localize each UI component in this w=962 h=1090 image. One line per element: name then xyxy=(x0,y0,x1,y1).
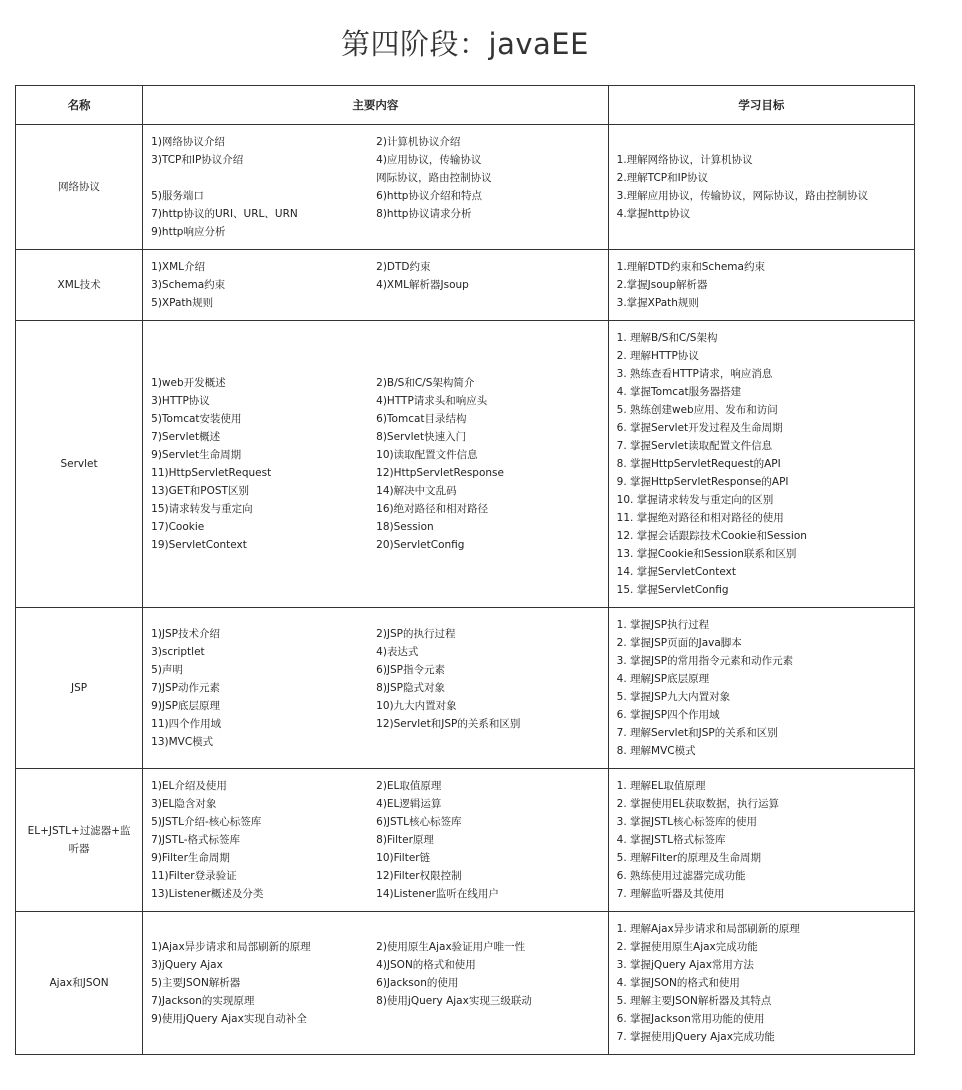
content-item: 11)四个作用域 xyxy=(151,718,222,730)
goals-cell xyxy=(608,912,914,1055)
curriculum-table xyxy=(15,85,915,1055)
content-item: 9)http响应分析 xyxy=(151,226,226,238)
goal-item: 1. 理解Ajax异步请求和局部刷新的原理 xyxy=(616,923,800,935)
goal-item: 1.理解网络协议，计算机协议 xyxy=(616,154,753,166)
goals-cell xyxy=(608,321,914,608)
content-item xyxy=(376,733,596,751)
content-item: 1)网络协议介绍 xyxy=(151,136,225,148)
page-title: 第四阶段：javaEE xyxy=(341,27,589,61)
content-list xyxy=(151,625,600,751)
content-item: 10)Filter链 xyxy=(376,852,431,864)
table-row xyxy=(16,912,915,1055)
goal-item: 4. 掌握JSON的格式和使用 xyxy=(616,977,740,989)
content-item: 5)声明 xyxy=(151,664,183,676)
content-list xyxy=(151,777,600,903)
goals-list xyxy=(617,616,906,760)
goals-list xyxy=(617,920,906,1046)
goal-item: 7. 掌握Servlet读取配置文件信息 xyxy=(616,440,773,452)
goal-item: 9. 掌握HttpServletResponse的API xyxy=(616,476,789,488)
goal-item: 6. 熟练使用过滤器完成功能 xyxy=(616,870,746,882)
content-item: 7)JSTL-格式标签库 xyxy=(151,834,241,846)
table-row xyxy=(16,608,915,769)
content-item: 9)JSP底层原理 xyxy=(151,700,221,712)
goal-item: 3. 掌握JSP的常用指令元素和动作元素 xyxy=(616,655,794,667)
content-list xyxy=(151,133,600,241)
content-item: 17)Cookie xyxy=(151,521,205,533)
content-item: 1)web开发概述 xyxy=(151,377,226,389)
goal-item: 2.理解TCP和IP协议 xyxy=(616,172,709,184)
goals-cell xyxy=(608,769,914,912)
content-item: 8)JSP隐式对象 xyxy=(376,682,446,694)
module-name: 网络协议 xyxy=(16,125,143,250)
table-header-row xyxy=(16,86,915,125)
content-item xyxy=(151,169,376,187)
content-item: 网际协议，路由控制协议 xyxy=(376,172,492,184)
goal-item: 2.掌握Jsoup解析器 xyxy=(616,279,708,291)
goal-item: 7. 理解监听器及其使用 xyxy=(616,888,725,900)
content-item: 4)应用协议，传输协议 xyxy=(376,154,482,166)
content-list xyxy=(151,258,600,312)
goal-item: 1. 掌握JSP执行过程 xyxy=(616,619,710,631)
goal-item: 11. 掌握绝对路径和相对路径的使用 xyxy=(616,512,784,524)
goal-item: 4.掌握http协议 xyxy=(616,208,691,220)
content-item: 20)ServletConfig xyxy=(376,539,465,551)
content-item: 8)使用jQuery Ajax实现三级联动 xyxy=(376,995,532,1007)
content-item: 8)Filter原理 xyxy=(376,834,434,846)
content-item: 2)计算机协议介绍 xyxy=(376,136,461,148)
goal-item: 6. 掌握JSP四个作用域 xyxy=(616,709,720,721)
goal-item: 8. 掌握HttpServletRequest的API xyxy=(616,458,781,470)
content-item: 19)ServletContext xyxy=(151,539,247,551)
content-item: 7)Servlet概述 xyxy=(151,431,221,443)
content-item: 2)EL取值原理 xyxy=(376,780,442,792)
content-cell xyxy=(143,250,609,321)
content-item: 3)TCP和IP协议介绍 xyxy=(151,154,244,166)
content-item: 4)表达式 xyxy=(376,646,419,658)
goal-item: 3. 掌握jQuery Ajax常用方法 xyxy=(616,959,754,971)
content-item: 7)Jackson的实现原理 xyxy=(151,995,255,1007)
table-row xyxy=(16,250,915,321)
content-item: 1)JSP技术介绍 xyxy=(151,628,221,640)
goal-item: 3.理解应用协议，传输协议，网际协议，路由控制协议 xyxy=(616,190,869,202)
content-item: 11)Filter登录验证 xyxy=(151,870,237,882)
content-item xyxy=(376,294,596,312)
goal-item: 15. 掌握ServletConfig xyxy=(616,584,729,596)
goal-item: 7. 理解Servlet和JSP的关系和区别 xyxy=(616,727,778,739)
goal-item: 3. 熟练查看HTTP请求，响应消息 xyxy=(616,368,773,380)
content-item: 6)JSP指令元素 xyxy=(376,664,446,676)
goal-item: 1. 理解B/S和C/S架构 xyxy=(616,332,718,344)
content-item: 3)HTTP协议 xyxy=(151,395,210,407)
content-item: 4)JSON的格式和使用 xyxy=(376,959,476,971)
goal-item: 1. 理解EL取值原理 xyxy=(616,780,706,792)
content-item: 12)HttpServletResponse xyxy=(376,467,504,479)
content-item: 5)服务端口 xyxy=(151,190,204,202)
content-item: 7)http协议的URI、URL、URN xyxy=(151,208,298,220)
content-item: 5)XPath规则 xyxy=(151,297,214,309)
content-item: 14)解决中文乱码 xyxy=(376,485,457,497)
content-item xyxy=(376,223,596,241)
content-cell xyxy=(143,321,609,608)
content-item: 16)绝对路径和相对路径 xyxy=(376,503,489,515)
goal-item: 5. 熟练创建web应用、发布和访问 xyxy=(616,404,778,416)
content-item: 2)使用原生Ajax验证用户唯一性 xyxy=(376,941,526,953)
content-item: 3)Schema约束 xyxy=(151,279,226,291)
content-item: 14)Listener监听在线用户 xyxy=(376,888,499,900)
header-name: 名称 xyxy=(16,86,143,125)
content-item: 3)jQuery Ajax xyxy=(151,959,223,971)
content-cell xyxy=(143,912,609,1055)
goal-item: 8. 理解MVC模式 xyxy=(616,745,696,757)
content-item: 2)DTD约束 xyxy=(376,261,431,273)
content-item: 6)http协议介绍和特点 xyxy=(376,190,482,202)
table-row xyxy=(16,125,915,250)
content-item: 6)Jackson的使用 xyxy=(376,977,459,989)
content-cell xyxy=(143,769,609,912)
header-goals: 学习目标 xyxy=(608,86,914,125)
content-item: 6)Tomcat目录结构 xyxy=(376,413,467,425)
goal-item: 3. 掌握JSTL核心标签库的使用 xyxy=(616,816,758,828)
content-item: 12)Filter权限控制 xyxy=(376,870,462,882)
goal-item: 1.理解DTD约束和Schema约束 xyxy=(616,261,765,273)
goal-item: 6. 掌握Servlet开发过程及生命周期 xyxy=(616,422,783,434)
goals-list xyxy=(617,258,906,312)
module-name: XML技术 xyxy=(16,250,143,321)
content-item: 1)EL介绍及使用 xyxy=(151,780,227,792)
content-item: 8)Servlet快速入门 xyxy=(376,431,467,443)
content-item: 7)JSP动作元素 xyxy=(151,682,221,694)
goals-list xyxy=(617,151,906,223)
content-item: 13)Listener概述及分类 xyxy=(151,888,264,900)
goal-item: 14. 掌握ServletContext xyxy=(616,566,736,578)
content-item: 9)Filter生命周期 xyxy=(151,852,230,864)
content-item: 4)EL逻辑运算 xyxy=(376,798,442,810)
content-item: 2)JSP的执行过程 xyxy=(376,628,456,640)
content-item: 4)XML解析器Jsoup xyxy=(376,279,469,291)
content-list xyxy=(151,938,600,1028)
goal-item: 4. 掌握Tomcat服务器搭建 xyxy=(616,386,742,398)
goal-item: 2. 掌握使用原生Ajax完成功能 xyxy=(616,941,758,953)
goal-item: 5. 理解Filter的原理及生命周期 xyxy=(616,852,762,864)
goal-item: 2. 掌握JSP页面的Java脚本 xyxy=(616,637,742,649)
goal-item: 2. 理解HTTP协议 xyxy=(616,350,699,362)
header-content: 主要内容 xyxy=(143,86,609,125)
goals-cell xyxy=(608,250,914,321)
content-item: 11)HttpServletRequest xyxy=(151,467,272,479)
module-name: JSP xyxy=(16,608,143,769)
goals-cell xyxy=(608,125,914,250)
table-row xyxy=(16,321,915,608)
content-item: 10)读取配置文件信息 xyxy=(376,449,478,461)
module-name: Servlet xyxy=(16,321,143,608)
goal-item: 3.掌握XPath规则 xyxy=(616,297,699,309)
content-item: 6)JSTL核心标签库 xyxy=(376,816,462,828)
content-item: 5)Tomcat安装使用 xyxy=(151,413,242,425)
content-item: 5)JSTL介绍-核心标签库 xyxy=(151,816,262,828)
goal-item: 4. 掌握JSTL格式标签库 xyxy=(616,834,726,846)
content-item: 13)MVC模式 xyxy=(151,736,214,748)
content-item: 10)九大内置对象 xyxy=(376,700,457,712)
goals-cell xyxy=(608,608,914,769)
content-item: 8)http协议请求分析 xyxy=(376,208,472,220)
content-item: 15)请求转发与重定向 xyxy=(151,503,253,515)
content-item: 5)主要JSON解析器 xyxy=(151,977,241,989)
table-row xyxy=(16,769,915,912)
content-item: 9)Servlet生命周期 xyxy=(151,449,242,461)
goal-item: 13. 掌握Cookie和Session联系和区别 xyxy=(616,548,797,560)
goals-list xyxy=(617,777,906,903)
content-item: 4)HTTP请求头和响应头 xyxy=(376,395,488,407)
goal-item: 5. 理解主要JSON解析器及其特点 xyxy=(616,995,772,1007)
content-item: 2)B/S和C/S架构简介 xyxy=(376,377,475,389)
content-item: 1)Ajax异步请求和局部刷新的原理 xyxy=(151,941,311,953)
content-item: 9)使用jQuery Ajax实现自动补全 xyxy=(151,1013,307,1025)
content-item: 18)Session xyxy=(376,521,434,533)
content-cell xyxy=(143,608,609,769)
goal-item: 2. 掌握使用EL获取数据，执行运算 xyxy=(616,798,779,810)
content-item: 3)scriptlet xyxy=(151,646,205,658)
goal-item: 4. 理解JSP底层原理 xyxy=(616,673,710,685)
content-item: 13)GET和POST区别 xyxy=(151,485,249,497)
content-item xyxy=(376,1010,596,1028)
content-item: 1)XML介绍 xyxy=(151,261,206,273)
goal-item: 5. 掌握JSP九大内置对象 xyxy=(616,691,731,703)
content-cell xyxy=(143,125,609,250)
goals-list xyxy=(617,329,906,599)
module-name: Ajax和JSON xyxy=(16,912,143,1055)
goal-item: 7. 掌握使用jQuery Ajax完成功能 xyxy=(616,1031,775,1043)
goal-item: 6. 掌握Jackson常用功能的使用 xyxy=(616,1013,765,1025)
module-name: EL+JSTL+过滤器+监听器 xyxy=(16,769,143,912)
content-item: 12)Servlet和JSP的关系和区别 xyxy=(376,718,521,730)
content-item: 3)EL隐含对象 xyxy=(151,798,217,810)
goal-item: 10. 掌握请求转发与重定向的区别 xyxy=(616,494,774,506)
content-list xyxy=(151,374,600,554)
goal-item: 12. 掌握会话跟踪技术Cookie和Session xyxy=(616,530,807,542)
